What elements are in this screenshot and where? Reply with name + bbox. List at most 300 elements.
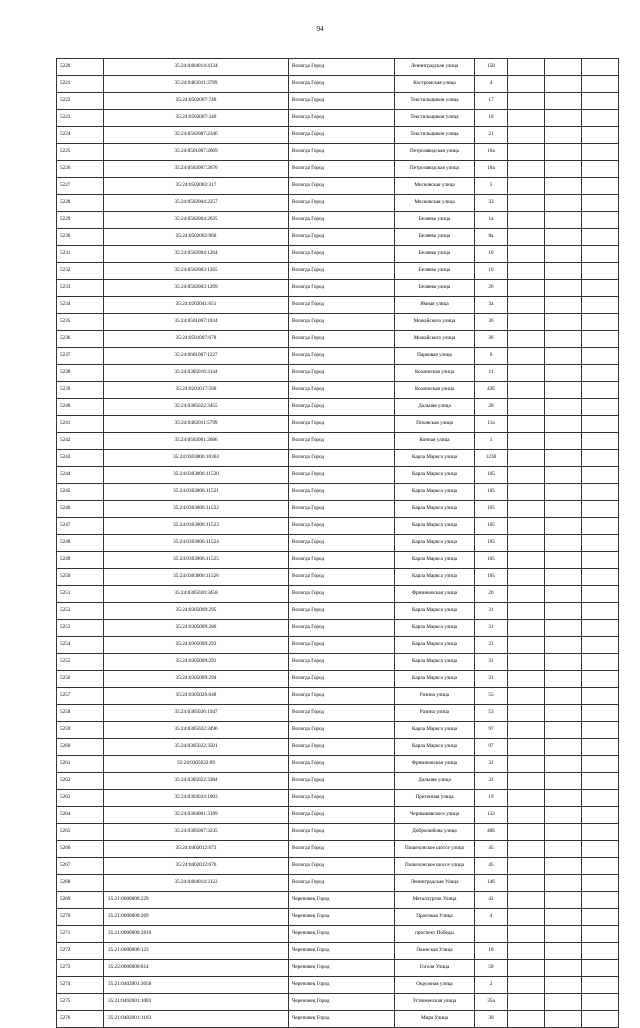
row-number-cell: 5221 <box>57 76 104 93</box>
empty-cell <box>582 960 619 977</box>
street-cell: Конная улица <box>395 433 475 450</box>
house-number-cell: 28 <box>475 399 508 416</box>
cadastral-number: 35:24:0303006:11520 <box>173 471 219 478</box>
settlement-cell: Вологда Город <box>289 229 395 246</box>
table-row <box>57 365 619 382</box>
empty-cell <box>508 501 545 518</box>
house-number-cell: 150 <box>475 59 508 76</box>
house-number-cell: 10 <box>475 263 508 280</box>
street-cell: Можайского улица <box>395 314 475 331</box>
empty-cell <box>508 382 545 399</box>
house-number-cell: 97 <box>475 722 508 739</box>
cadastral-number: 35:24:0303006:11522 <box>173 505 219 512</box>
row-number-cell: 5234 <box>57 297 104 314</box>
empty-cell <box>508 705 545 722</box>
street-cell: Козленская улица <box>395 365 475 382</box>
empty-cell <box>508 59 545 76</box>
row-number-cell: 5251 <box>57 586 104 603</box>
cadastral-number: 35:21:0402001:1083 <box>108 998 152 1005</box>
house-number-cell: 105 <box>475 501 508 518</box>
house-number-cell: 30 <box>475 1011 508 1028</box>
row-number-cell: 5271 <box>57 926 104 943</box>
empty-cell <box>582 331 619 348</box>
empty-cell <box>545 297 582 314</box>
empty-cell <box>508 399 545 416</box>
empty-cell <box>545 994 582 1011</box>
empty-cell <box>545 280 582 297</box>
cadastral-number-cell <box>104 977 289 994</box>
cadastral-number: 35:21:0000000:2810 <box>108 930 152 937</box>
empty-cell <box>545 331 582 348</box>
empty-cell <box>582 127 619 144</box>
house-number-cell: 8а <box>475 229 508 246</box>
property-table <box>56 58 619 1028</box>
empty-cell <box>582 195 619 212</box>
cadastral-number-cell <box>104 909 289 926</box>
empty-cell <box>508 875 545 892</box>
row-number-cell: 5267 <box>57 858 104 875</box>
empty-cell <box>545 399 582 416</box>
house-number-cell: 105 <box>475 518 508 535</box>
empty-cell <box>582 365 619 382</box>
cadastral-number: 35:24:0502004:1264 <box>174 250 218 257</box>
house-number-cell: 97 <box>475 739 508 756</box>
empty-cell <box>545 501 582 518</box>
row-number-cell: 5268 <box>57 875 104 892</box>
row-number-cell: 5249 <box>57 552 104 569</box>
house-number-cell: 43б <box>475 382 508 399</box>
empty-cell <box>545 195 582 212</box>
cadastral-number-cell <box>104 705 289 722</box>
street-cell: Окружная улица <box>395 977 475 994</box>
cadastral-number-cell <box>104 280 289 297</box>
empty-cell <box>545 807 582 824</box>
empty-cell <box>508 671 545 688</box>
cadastral-number-cell <box>104 671 289 688</box>
empty-cell <box>582 926 619 943</box>
cadastral-number-cell <box>104 875 289 892</box>
cadastral-number: 35:24:0404014:4134 <box>174 63 218 70</box>
empty-cell <box>508 841 545 858</box>
empty-cell <box>545 314 582 331</box>
empty-cell <box>582 314 619 331</box>
street-cell: Петрозаводская улица <box>395 161 475 178</box>
street-cell: Карла Маркса улица <box>395 501 475 518</box>
empty-cell <box>545 178 582 195</box>
empty-cell <box>545 824 582 841</box>
street-cell: Карла Маркса улица <box>395 603 475 620</box>
table-row <box>57 790 619 807</box>
settlement-cell: Вологда Город <box>289 314 395 331</box>
settlement-cell: Вологда Город <box>289 365 395 382</box>
table-row <box>57 467 619 484</box>
street-cell: Беляева улица <box>395 280 475 297</box>
settlement-cell: Вологда Город <box>289 297 395 314</box>
house-number-cell: 6 <box>475 348 508 365</box>
street-cell: Пошехонское шоссе улица <box>395 858 475 875</box>
table-row <box>57 688 619 705</box>
empty-cell <box>545 943 582 960</box>
empty-cell <box>508 365 545 382</box>
empty-cell <box>545 603 582 620</box>
row-number-cell: 5227 <box>57 178 104 195</box>
house-number-cell: 36 <box>475 331 508 348</box>
settlement-cell: Череповец Город <box>289 892 395 909</box>
empty-cell <box>508 246 545 263</box>
row-number-cell: 5259 <box>57 722 104 739</box>
empty-cell <box>545 59 582 76</box>
table-row <box>57 348 619 365</box>
row-number-cell: 5269 <box>57 892 104 909</box>
row-number-cell: 5272 <box>57 943 104 960</box>
row-number-cell: 5273 <box>57 960 104 977</box>
empty-cell <box>582 246 619 263</box>
settlement-cell: Вологда Город <box>289 76 395 93</box>
settlement-cell: Вологда Город <box>289 756 395 773</box>
empty-cell <box>545 739 582 756</box>
cadastral-number: 35:24:0501007:2669 <box>174 148 218 155</box>
table-row <box>57 59 619 76</box>
house-number-cell: 18а <box>475 161 508 178</box>
empty-cell <box>508 637 545 654</box>
empty-cell <box>545 535 582 552</box>
table-row <box>57 110 619 127</box>
settlement-cell: Вологда Город <box>289 671 395 688</box>
empty-cell <box>508 688 545 705</box>
street-cell: Разина улица <box>395 688 475 705</box>
empty-cell <box>545 552 582 569</box>
cadastral-number: 35:24:0305022:3455 <box>174 403 218 410</box>
cadastral-number-cell <box>104 331 289 348</box>
cadastral-number: 35:24:0502007:2346 <box>174 131 218 138</box>
empty-cell <box>545 671 582 688</box>
cadastral-number-cell <box>104 246 289 263</box>
settlement-cell: Вологда Город <box>289 212 395 229</box>
table-row <box>57 76 619 93</box>
empty-cell <box>545 212 582 229</box>
empty-cell <box>582 450 619 467</box>
empty-cell <box>582 756 619 773</box>
cadastral-number-cell <box>104 535 289 552</box>
cadastral-number: 35:24:0303006:11525 <box>173 556 219 563</box>
table-row <box>57 807 619 824</box>
empty-cell <box>508 331 545 348</box>
empty-cell <box>508 518 545 535</box>
street-cell: Металлургов Улица <box>395 892 475 909</box>
street-cell: проспект Победы <box>395 926 475 943</box>
empty-cell <box>508 790 545 807</box>
empty-cell <box>508 450 545 467</box>
table-row <box>57 756 619 773</box>
house-number-cell <box>475 926 508 943</box>
empty-cell <box>545 382 582 399</box>
cadastral-number-cell <box>104 93 289 110</box>
row-number-cell: 5240 <box>57 399 104 416</box>
cadastral-number: 35:24:0501007:1834 <box>174 318 218 325</box>
table-row <box>57 671 619 688</box>
cadastral-number-cell <box>104 467 289 484</box>
row-number-cell: 5266 <box>57 841 104 858</box>
empty-cell <box>545 654 582 671</box>
table-row <box>57 212 619 229</box>
cadastral-number-cell <box>104 790 289 807</box>
settlement-cell: Череповец Город <box>289 960 395 977</box>
empty-cell <box>582 688 619 705</box>
empty-cell <box>582 178 619 195</box>
cadastral-number-cell <box>104 807 289 824</box>
street-cell: Беляева улица <box>395 212 475 229</box>
empty-cell <box>582 722 619 739</box>
settlement-cell: Вологда Город <box>289 195 395 212</box>
cadastral-number: 35:24:0305022:3496 <box>174 726 218 733</box>
empty-cell <box>582 144 619 161</box>
table-row <box>57 93 619 110</box>
settlement-cell: Вологда Город <box>289 552 395 569</box>
house-number-cell: 55 <box>475 688 508 705</box>
cadastral-number-cell <box>104 824 289 841</box>
empty-cell <box>545 620 582 637</box>
empty-cell <box>582 705 619 722</box>
street-cell: Фрязиновская улица <box>395 756 475 773</box>
table-row <box>57 450 619 467</box>
empty-cell <box>582 739 619 756</box>
empty-cell <box>508 756 545 773</box>
row-number-cell: 5256 <box>57 671 104 688</box>
table-row <box>57 433 619 450</box>
empty-cell <box>545 1011 582 1028</box>
empty-cell <box>545 365 582 382</box>
cadastral-number-cell <box>104 161 289 178</box>
settlement-cell: Вологда Город <box>289 59 395 76</box>
cadastral-number: 35:24:0202041:651 <box>175 301 217 308</box>
empty-cell <box>582 586 619 603</box>
house-number-cell: 105 <box>475 535 508 552</box>
cadastral-number: 35:21:0000000:269 <box>108 913 149 920</box>
house-number-cell: 105 <box>475 467 508 484</box>
row-number-cell: 5270 <box>57 909 104 926</box>
table-row <box>57 586 619 603</box>
page-number: 94 <box>316 25 324 33</box>
row-number-cell: 5243 <box>57 450 104 467</box>
empty-cell <box>508 127 545 144</box>
row-number-cell: 5247 <box>57 518 104 535</box>
cadastral-number: 35:24:0502007:340 <box>175 114 217 121</box>
row-number-cell: 5226 <box>57 161 104 178</box>
empty-cell <box>508 76 545 93</box>
cadastral-number-cell <box>104 127 289 144</box>
settlement-cell: Вологда Город <box>289 501 395 518</box>
street-cell: Карла Маркса улица <box>395 739 475 756</box>
table-row <box>57 518 619 535</box>
table-row <box>57 263 619 280</box>
cadastral-number: 35:24:0502004:2635 <box>174 216 218 223</box>
cadastral-number-cell <box>104 892 289 909</box>
empty-cell <box>508 620 545 637</box>
empty-cell <box>508 212 545 229</box>
settlement-cell: Череповец Город <box>289 977 395 994</box>
cadastral-number: 35:24:0304001:3189 <box>174 811 218 818</box>
row-number-cell: 5254 <box>57 637 104 654</box>
empty-cell <box>508 484 545 501</box>
empty-cell <box>508 348 545 365</box>
settlement-cell: Вологда Город <box>289 637 395 654</box>
house-number-cell: 21 <box>475 127 508 144</box>
empty-cell <box>582 620 619 637</box>
house-number-cell: 45 <box>475 858 508 875</box>
table-row <box>57 909 619 926</box>
settlement-cell: Вологда Город <box>289 824 395 841</box>
settlement-cell: Вологда Город <box>289 807 395 824</box>
empty-cell <box>508 229 545 246</box>
empty-cell <box>545 773 582 790</box>
table-row <box>57 943 619 960</box>
house-number-cell: 40б <box>475 824 508 841</box>
empty-cell <box>545 909 582 926</box>
table-row <box>57 739 619 756</box>
empty-cell <box>508 722 545 739</box>
empty-cell <box>582 110 619 127</box>
row-number-cell: 5261 <box>57 756 104 773</box>
settlement-cell: Вологда Город <box>289 280 395 297</box>
empty-cell <box>508 110 545 127</box>
empty-cell <box>508 433 545 450</box>
empty-cell <box>582 280 619 297</box>
empty-cell <box>582 297 619 314</box>
table-row <box>57 1011 619 1028</box>
settlement-cell: Вологда Город <box>289 569 395 586</box>
empty-cell <box>545 790 582 807</box>
settlement-cell: Вологда Город <box>289 705 395 722</box>
empty-cell <box>508 314 545 331</box>
house-number-cell: 20 <box>475 280 508 297</box>
street-cell: Дальняя улица <box>395 773 475 790</box>
cadastral-number: 35:22:0000000:814 <box>108 964 149 971</box>
settlement-cell: Вологда Город <box>289 688 395 705</box>
cadastral-number: 35:24:0305022:3384 <box>174 777 218 784</box>
row-number-cell: 5239 <box>57 382 104 399</box>
house-number-cell: 105 <box>475 552 508 569</box>
empty-cell <box>582 501 619 518</box>
empty-cell <box>545 144 582 161</box>
table-row <box>57 161 619 178</box>
cadastral-number-cell <box>104 314 289 331</box>
house-number-cell: 31 <box>475 620 508 637</box>
cadastral-number-cell <box>104 382 289 399</box>
table-row <box>57 297 619 314</box>
street-cell: Ямная улица <box>395 297 475 314</box>
table-row <box>57 994 619 1011</box>
empty-cell <box>582 943 619 960</box>
house-number-cell: 18 <box>475 110 508 127</box>
house-number-cell: 4 <box>475 76 508 93</box>
settlement-cell: Вологда Город <box>289 535 395 552</box>
table-row <box>57 858 619 875</box>
table-row <box>57 926 619 943</box>
cadastral-number: 35:24:0201017:566 <box>175 386 217 393</box>
empty-cell <box>508 93 545 110</box>
row-number-cell: 5262 <box>57 773 104 790</box>
street-cell: Мира Улица <box>395 1011 475 1028</box>
cadastral-number-cell <box>104 518 289 535</box>
cadastral-number-cell <box>104 263 289 280</box>
table-row <box>57 654 619 671</box>
settlement-cell: Вологда Город <box>289 484 395 501</box>
cadastral-number-cell <box>104 637 289 654</box>
table-row <box>57 722 619 739</box>
table-row <box>57 501 619 518</box>
street-cell: Карла Маркса улица <box>395 518 475 535</box>
cadastral-number-cell <box>104 586 289 603</box>
empty-cell <box>582 790 619 807</box>
street-cell: Добролюбова улица <box>395 824 475 841</box>
cadastral-number: 35:24:0502007:740 <box>175 97 217 104</box>
empty-cell <box>508 824 545 841</box>
row-number-cell: 5244 <box>57 467 104 484</box>
cadastral-number-cell <box>104 654 289 671</box>
row-number-cell: 5252 <box>57 603 104 620</box>
row-number-cell: 5275 <box>57 994 104 1011</box>
house-number-cell: 3а <box>475 297 508 314</box>
empty-cell <box>508 909 545 926</box>
cadastral-number: 35:24:0305026:648 <box>175 692 217 699</box>
house-number-cell: 31 <box>475 603 508 620</box>
house-number-cell: 20 <box>475 586 508 603</box>
street-cell: Текстильщиков улица <box>395 110 475 127</box>
row-number-cell: 5236 <box>57 331 104 348</box>
row-number-cell: 5220 <box>57 59 104 76</box>
row-number-cell: 5235 <box>57 314 104 331</box>
house-number-cell: 123б <box>475 450 508 467</box>
cadastral-number-cell <box>104 620 289 637</box>
cadastral-number-cell <box>104 858 289 875</box>
cadastral-number: 35:24:0303006:11524 <box>173 539 219 546</box>
house-number-cell: 45 <box>475 841 508 858</box>
row-number-cell: 5246 <box>57 501 104 518</box>
settlement-cell: Вологда Город <box>289 841 395 858</box>
empty-cell <box>545 76 582 93</box>
settlement-cell: Вологда Город <box>289 620 395 637</box>
empty-cell <box>508 178 545 195</box>
cadastral-number: 35:24:0403011:3789 <box>174 80 218 87</box>
empty-cell <box>545 569 582 586</box>
cadastral-number-cell <box>104 688 289 705</box>
street-cell: Можайского улица <box>395 331 475 348</box>
settlement-cell: Череповец Город <box>289 909 395 926</box>
house-number-cell: 53 <box>475 705 508 722</box>
empty-cell <box>508 297 545 314</box>
settlement-cell: Вологда Город <box>289 603 395 620</box>
row-number-cell: 5241 <box>57 416 104 433</box>
settlement-cell: Вологда Город <box>289 654 395 671</box>
empty-cell <box>545 892 582 909</box>
cadastral-number-cell <box>104 59 289 76</box>
settlement-cell: Череповец Город <box>289 994 395 1011</box>
cadastral-number-cell <box>104 552 289 569</box>
cadastral-number-cell <box>104 348 289 365</box>
cadastral-number: 35:24:0305016:3144 <box>174 369 218 376</box>
cadastral-number: 35:24:0402012:676 <box>175 862 217 869</box>
empty-cell <box>582 637 619 654</box>
settlement-cell: Вологда Город <box>289 586 395 603</box>
house-number-cell: 4 <box>475 909 508 926</box>
street-cell: Пошехонское шоссе улица <box>395 841 475 858</box>
row-number-cell: 5276 <box>57 1011 104 1028</box>
cadastral-number: 35:24:0305009:286 <box>175 624 217 631</box>
cadastral-number: 35:24:0502003:1265 <box>174 267 218 274</box>
settlement-cell: Вологда Город <box>289 93 395 110</box>
street-cell: Ленинградская улица <box>395 59 475 76</box>
table-row <box>57 977 619 994</box>
